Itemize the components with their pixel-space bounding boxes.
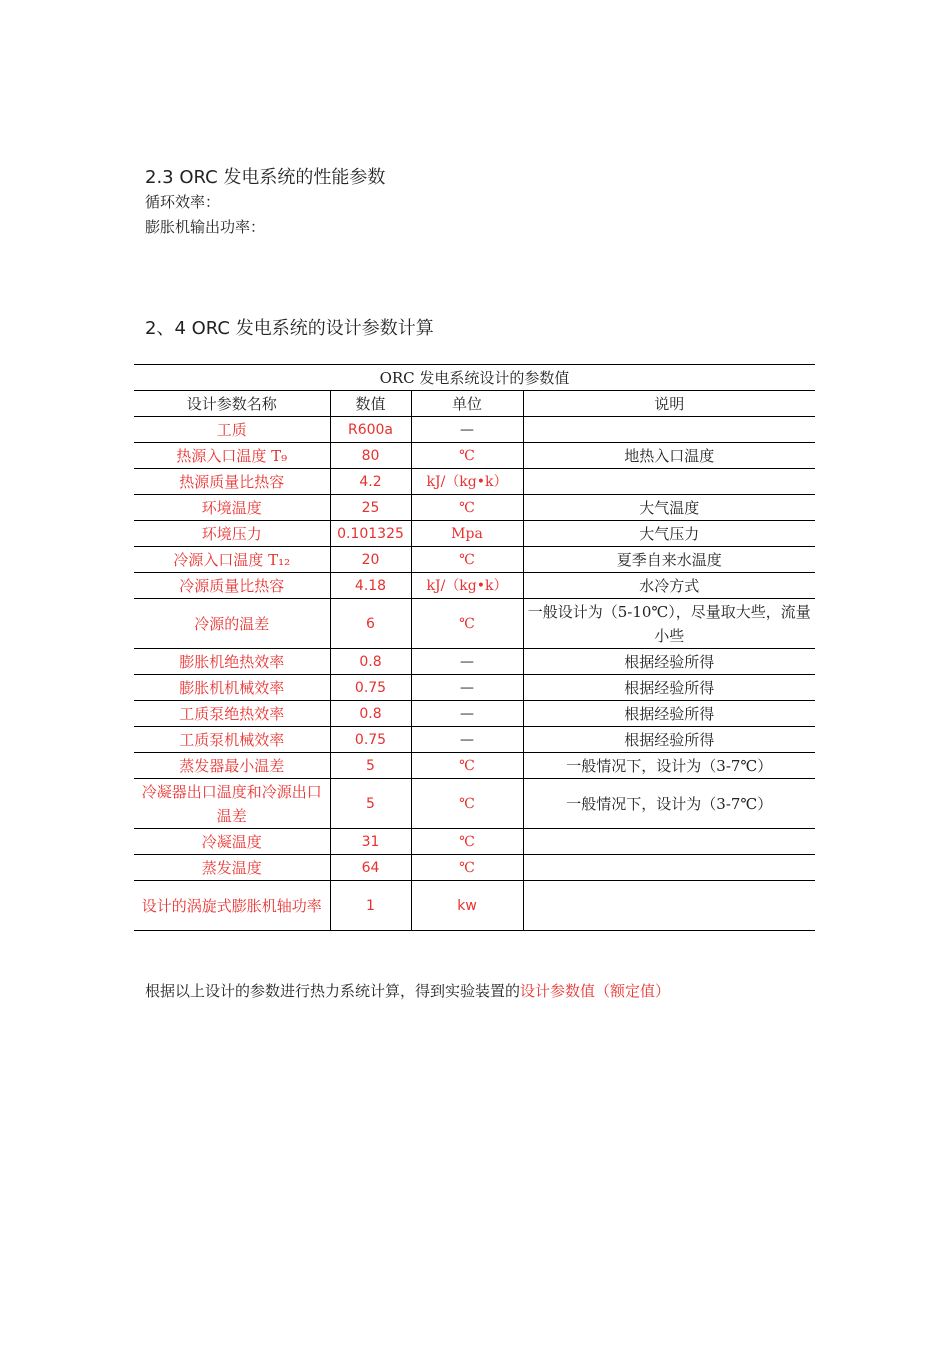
param-value: 1 [330, 881, 411, 931]
section-2-3-heading: 2.3 ORC 发电系统的性能参数 [145, 167, 386, 188]
header-name: 设计参数名称 [134, 391, 330, 417]
param-unit: kJ/（kg•k） [411, 469, 523, 495]
param-value: 0.75 [330, 675, 411, 701]
table-header-row [134, 391, 815, 417]
param-note [523, 417, 815, 443]
param-name: 冷源的温差 [134, 599, 330, 649]
param-value: 5 [330, 753, 411, 779]
param-unit: — [411, 649, 523, 675]
param-name: 冷凝温度 [134, 829, 330, 855]
param-name: 膨胀机机械效率 [134, 675, 330, 701]
param-name: 工质泵绝热效率 [134, 701, 330, 727]
param-unit: kw [411, 881, 523, 931]
param-name: 环境温度 [134, 495, 330, 521]
param-value: R600a [330, 417, 411, 443]
param-name: 热源入口温度 T₉ [134, 443, 330, 469]
param-unit: — [411, 417, 523, 443]
cycle-efficiency-label: 循环效率： [145, 193, 221, 211]
table-row [134, 417, 815, 443]
conclusion-prefix: 根据以上设计的参数进行热力系统计算，得到实验装置的 [145, 982, 521, 1000]
header-unit: 单位 [411, 391, 523, 417]
param-value: 5 [330, 779, 411, 829]
param-value: 0.101325 [330, 521, 411, 547]
param-name: 膨胀机绝热效率 [134, 649, 330, 675]
param-name: 蒸发器最小温差 [134, 753, 330, 779]
param-unit: Mpa [411, 521, 523, 547]
param-note [523, 829, 815, 855]
param-note: 大气压力 [523, 521, 815, 547]
param-name: 冷源质量比热容 [134, 573, 330, 599]
param-note: 地热入口温度 [523, 443, 815, 469]
table-caption-row [134, 365, 815, 391]
param-unit: ℃ [411, 855, 523, 881]
param-unit: ℃ [411, 443, 523, 469]
param-unit: — [411, 727, 523, 753]
conclusion-highlight: 设计参数值（额定值） [520, 982, 671, 1000]
table-row [134, 443, 815, 469]
param-value: 25 [330, 495, 411, 521]
param-unit: — [411, 701, 523, 727]
param-unit: ℃ [411, 547, 523, 573]
table-row [134, 521, 815, 547]
param-value: 4.2 [330, 469, 411, 495]
table-row [134, 495, 815, 521]
param-value: 6 [330, 599, 411, 649]
param-name: 工质泵机械效率 [134, 727, 330, 753]
param-note [523, 855, 815, 881]
header-note: 说明 [523, 391, 815, 417]
param-note: 根据经验所得 [523, 649, 815, 675]
table-row [134, 701, 815, 727]
param-name: 蒸发温度 [134, 855, 330, 881]
table-row [134, 599, 815, 649]
design-parameter-table [134, 364, 815, 931]
param-value: 64 [330, 855, 411, 881]
param-name: 冷源入口温度 T₁₂ [134, 547, 330, 573]
param-unit: ℃ [411, 829, 523, 855]
table-row [134, 881, 815, 931]
param-value: 20 [330, 547, 411, 573]
param-value: 0.8 [330, 649, 411, 675]
param-value: 0.8 [330, 701, 411, 727]
param-note: 一般设计为（5-10℃），尽量取大些，流量小些 [523, 599, 815, 649]
table-body [134, 417, 815, 931]
param-note: 一般情况下，设计为（3-7℃） [523, 779, 815, 829]
table-row [134, 649, 815, 675]
param-unit: kJ/（kg•k） [411, 573, 523, 599]
param-note: 根据经验所得 [523, 701, 815, 727]
table-row [134, 779, 815, 829]
param-unit: — [411, 675, 523, 701]
param-note [523, 469, 815, 495]
section-2-4-heading: 2、4 ORC 发电系统的设计参数计算 [145, 318, 434, 339]
param-name: 冷凝器出口温度和冷源出口温差 [134, 779, 330, 829]
param-note [523, 881, 815, 931]
param-note: 一般情况下，设计为（3-7℃） [523, 753, 815, 779]
param-unit: ℃ [411, 779, 523, 829]
param-name: 设计的涡旋式膨胀机轴功率 [134, 881, 330, 931]
table-row [134, 855, 815, 881]
header-value: 数值 [330, 391, 411, 417]
table-row [134, 727, 815, 753]
table-row [134, 829, 815, 855]
param-unit: ℃ [411, 599, 523, 649]
table-row [134, 573, 815, 599]
table-row [134, 675, 815, 701]
param-value: 0.75 [330, 727, 411, 753]
expander-output-label: 膨胀机输出功率： [145, 218, 266, 236]
param-note: 大气温度 [523, 495, 815, 521]
param-name: 工质 [134, 417, 330, 443]
table-row [134, 469, 815, 495]
conclusion-text [145, 980, 670, 1001]
param-unit: ℃ [411, 495, 523, 521]
param-note: 根据经验所得 [523, 727, 815, 753]
param-name: 环境压力 [134, 521, 330, 547]
param-name: 热源质量比热容 [134, 469, 330, 495]
param-value: 80 [330, 443, 411, 469]
param-value: 31 [330, 829, 411, 855]
table-caption: ORC 发电系统设计的参数值 [134, 365, 815, 391]
param-note: 水冷方式 [523, 573, 815, 599]
param-note: 夏季自来水温度 [523, 547, 815, 573]
param-note: 根据经验所得 [523, 675, 815, 701]
table-row [134, 753, 815, 779]
param-value: 4.18 [330, 573, 411, 599]
table-row [134, 547, 815, 573]
param-unit: ℃ [411, 753, 523, 779]
